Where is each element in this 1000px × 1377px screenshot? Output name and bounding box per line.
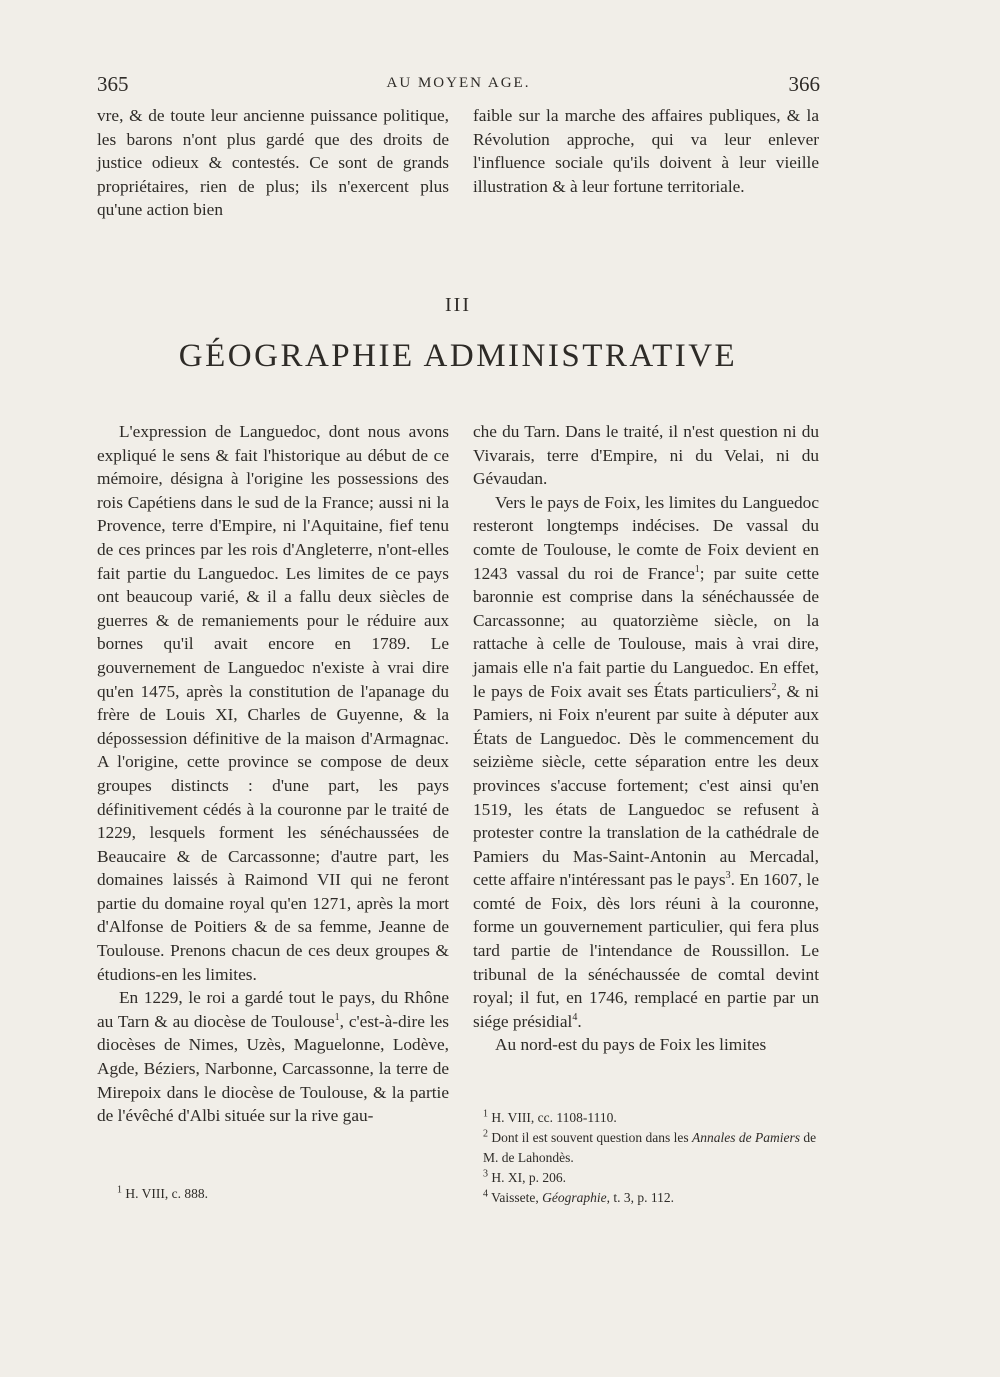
paragraph: faible sur la marche des affaires publiques, & la Révolution approche, qui va leur enlever l'influence sociale qu'ils doivent à leur vieille illustration & à leur fortune territoriale. — [473, 106, 819, 196]
footnote — [483, 1128, 819, 1168]
footnote — [483, 1168, 819, 1188]
text-run: ; par suite cette baronnie est comprise dans la sénéchaussée de Carcassonne; au quatorzième siècle, on la rattache à celle de Toulouse, mais à vrai dire, jamais elle n'a fait partie du Languedoc. En effet, le pays de Foix avait ses États particuliers — [473, 563, 819, 701]
top-right-column — [473, 104, 819, 198]
footnote-number: 3 — [483, 1168, 488, 1180]
paragraph — [97, 986, 449, 1128]
footnote-ref: 3 — [725, 870, 731, 882]
footnote — [117, 1184, 437, 1204]
running-head — [97, 72, 820, 100]
paragraph: che du Tarn. Dans le traité, il n'est question ni du Vivarais, terre d'Empire, ni du Velai, ni du Gévaudan. — [473, 422, 819, 489]
footnote-ref: 1 — [694, 563, 700, 575]
footnote-text: Dont il est souvent question dans les — [491, 1130, 692, 1145]
footnotes-right — [483, 1108, 819, 1208]
section-number: III — [445, 294, 471, 316]
paragraph: L'expression de Languedoc, dont nous avons expliqué le sens & fait l'historique au début de ce mémoire, désigna à l'origine les possessions des rois Capétiens dans le sud de la France; aussi ni la Provence, terre d'Empire, ni l'Aquitaine, fief tenu de ces princes par les rois d'Angleterre, n'ont-elles fait partie du Languedoc. Les limites de ce pays ont beaucoup varié, & il a fallu deux siècles de guerres & de remaniements pour le réduire aux bornes qu'il avait encore en 1789. Le gouvernement de Languedoc n'existe à vrai dire qu'en 1475, après la constitution de l'apanage du frère de Louis XI, Charles de Guyenne, & la dépossession définitive de la maison d'Armagnac. A l'origine, cette province se compose de deux groupes distincts : d'une part, les pays définitivement cédés à la couronne par le traité de 1229, lesquels forment les sénéchaussées de Beaucaire & de Carcassonne; d'autre part, les domaines laissés à Raimond VII qui ne feront partie du domaine royal qu'en 1271, après la mort d'Alfonse de Poitiers & de sa femme, Jeanne de Toulouse. Prenons chacun de ces deux groupes & étudions-en les limites. — [97, 422, 449, 984]
text-run: Vers le pays de Foix, les limites du Languedoc resteront longtemps indécises. De vassal du comte de Toulouse, le comte de Foix devient en 1243 vassal du roi de France — [473, 492, 819, 583]
footnote-text: Vaissete, — [491, 1190, 543, 1205]
footnote — [483, 1108, 819, 1128]
footnote-number: 1 — [483, 1108, 488, 1120]
page-number-left: 365 — [97, 72, 129, 96]
main-right-column — [473, 420, 819, 1057]
text-run: . — [577, 1011, 582, 1031]
paragraph: Au nord-est du pays de Foix les limites — [495, 1035, 767, 1055]
footnote-text: de M. de Lahondès. — [483, 1130, 817, 1165]
footnote-text: , t. 3, p. 112. — [606, 1190, 675, 1205]
footnotes-left — [117, 1184, 437, 1204]
footnote-ref: 2 — [771, 681, 777, 693]
text-run: , c'est-à-dire les diocèses de Nimes, Uzès, Maguelonne, Lodève, Agde, Béziers, Narbonne, Carcassonne, la terre de Mirepoix dans le diocèse de Toulouse, & la partie de l'évêché d'Albi située sur la rive gau- — [97, 1011, 450, 1126]
footnote-text: H. XI, p. 206. — [491, 1170, 566, 1185]
paragraph — [473, 491, 819, 1034]
page-number-right: 366 — [788, 72, 820, 96]
footnote-ref: 4 — [572, 1012, 578, 1024]
text-run: , & ni Pamiers, ni Foix n'eurent par suite à députer aux États de Languedoc. Dès le commencement du seizième siècle, cette séparation entre les deux provinces s'accuse fortement; c'est ainsi qu'en 1519, les états de Languedoc se refusent à protester contre la translation de la cathédrale de Pamiers du Mas-Saint-Antonin au Mercadal, cette affaire n'intéressant pas le pays — [473, 681, 819, 890]
footnote-text: H. VIII, c. 888. — [125, 1186, 208, 1201]
footnote — [483, 1188, 819, 1208]
running-title: AU MOYEN AGE. — [386, 75, 531, 91]
main-left-column — [97, 420, 449, 1128]
section-title: GÉOGRAPHIE ADMINISTRATIVE — [178, 338, 738, 374]
footnote-ref: 1 — [334, 1012, 340, 1024]
text-run: En 1229, le roi a gardé tout le pays, du Rhône au Tarn & au diocèse de Toulouse — [97, 988, 449, 1031]
footnote-number: 2 — [483, 1128, 488, 1140]
paragraph: vre, & de toute leur ancienne puissance politique, les barons n'ont plus gardé que des droits de justice odieux & contestés. Ce sont de grands propriétaires, rien de plus; ils n'exercent plus qu'une action bien — [97, 106, 449, 220]
footnote-italic: Géographie — [542, 1190, 607, 1205]
footnote-number: 4 — [483, 1188, 488, 1200]
footnote-italic: Annales de Pamiers — [691, 1130, 800, 1145]
footnote-number: 1 — [117, 1184, 122, 1196]
text-run: . En 1607, le comté de Foix, dès lors réuni à la couronne, forme un gouvernement particulier, qui fera plus tard partie de l'intendance de Roussillon. Le tribunal de la sénéchaussée de comtal devint royal; il fut, en 1746, remplacé en partie par un siége présidial — [473, 870, 819, 1031]
footnote-text: H. VIII, cc. 1108-1110. — [491, 1110, 617, 1125]
top-left-column — [97, 104, 449, 222]
